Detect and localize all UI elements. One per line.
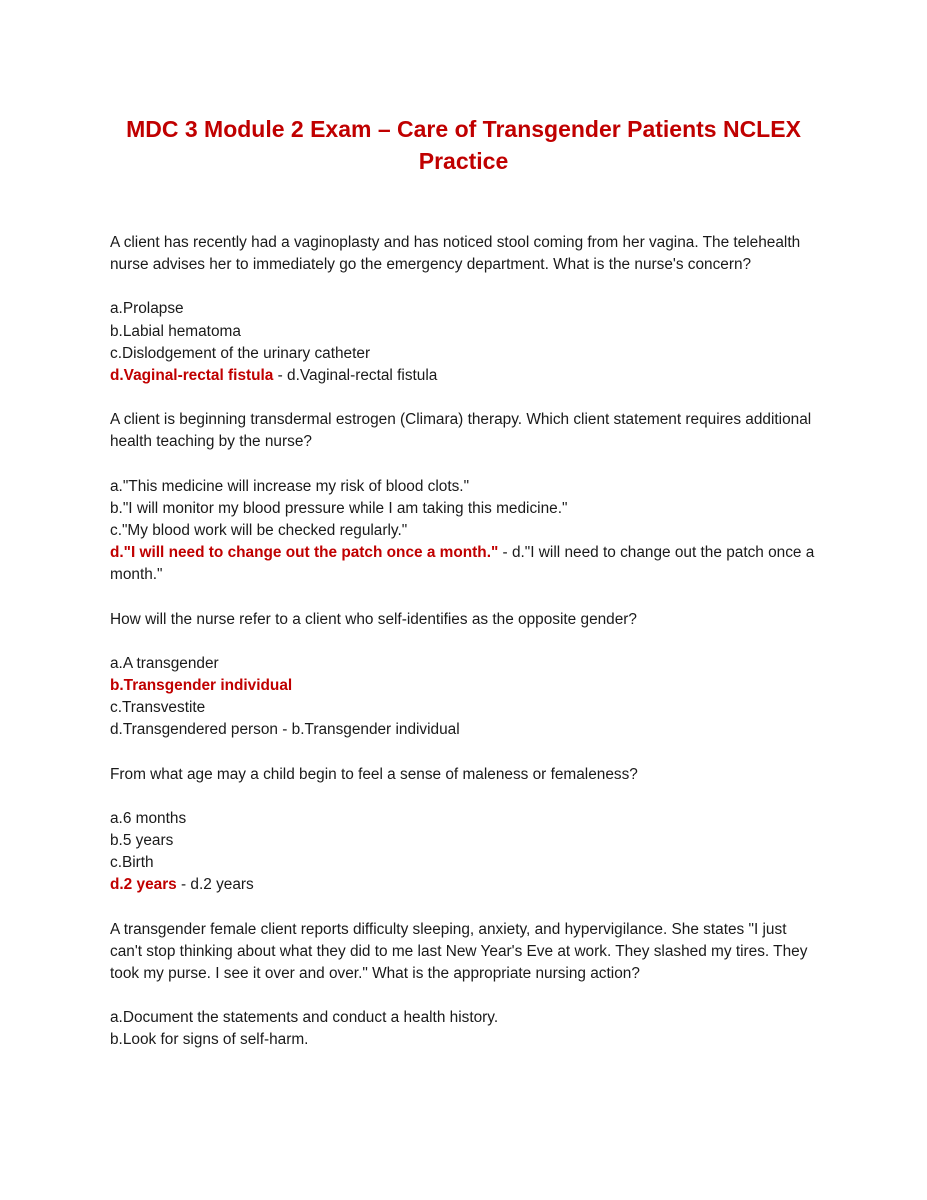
question-2-option-a: a."This medicine will increase my risk of blood clots." [110, 477, 470, 495]
question-3-options [110, 653, 820, 742]
question-4-options [110, 808, 820, 897]
question-1-answer-line [110, 365, 820, 387]
question-2-stem: A client is beginning transdermal estrogen (Climara) therapy. Which client statement requires additional health teaching by the nurse? [110, 411, 812, 451]
question-1-option-a: a.Prolapse [110, 300, 184, 318]
question-4-answer-suffix: - d.2 years [176, 876, 254, 894]
question-2-answer-suffix: - d."I will need to change out the patch once a month." [110, 544, 815, 584]
question-4-correct-answer: d.2 years [110, 876, 177, 894]
question-3-option-c: c.Transvestite [110, 699, 206, 717]
question-1-option-b: b.Labial hematoma [110, 322, 241, 340]
question-5-stem: A transgender female client reports difficulty sleeping, anxiety, and hypervigilance. She states "I just can't stop thinking about what they did to me last New Year's Eve at work. They slashed my tires. They took my purse. I see it over and over." What is the appropriate nursing action? [110, 920, 808, 983]
document-body [110, 232, 820, 1074]
question-3-option-a: a.A transgender [110, 654, 219, 672]
document-title: MDC 3 Module 2 Exam – Care of Transgender Patients NCLEX Practice [126, 116, 801, 174]
question-4-option-c: c.Birth [110, 854, 154, 872]
question-3-option-d-answer-line: d.Transgendered person - b.Transgender individual [110, 721, 460, 739]
question-1-options [110, 298, 820, 387]
question-2-option-c: c."My blood work will be checked regularly." [110, 522, 408, 540]
question-4-stem: From what age may a child begin to feel a sense of maleness or femaleness? [110, 765, 638, 783]
question-2-answer-line [110, 542, 820, 586]
question-1-stem: A client has recently had a vaginoplasty and has noticed stool coming from her vagina. The telehealth nurse advises her to immediately go the emergency department. What is the nurse's concern? [110, 234, 801, 274]
question-3-stem: How will the nurse refer to a client who self-identifies as the opposite gender? [110, 610, 637, 628]
question-3-correct-answer: b.Transgender individual [110, 677, 293, 695]
question-4-option-a: a.6 months [110, 809, 187, 827]
question-5-option-b: b.Look for signs of self-harm. [110, 1031, 309, 1049]
question-1-correct-answer: d.Vaginal-rectal fistula [110, 367, 274, 385]
question-5-options [110, 1007, 820, 1051]
question-4-option-b: b.5 years [110, 832, 174, 850]
question-4-answer-line [110, 874, 820, 896]
question-1-option-c: c.Dislodgement of the urinary catheter [110, 344, 371, 362]
question-1-answer-suffix: - d.Vaginal-rectal fistula [273, 367, 438, 385]
question-2-option-b: b."I will monitor my blood pressure while I am taking this medicine." [110, 499, 568, 517]
question-5-option-a: a.Document the statements and conduct a health history. [110, 1009, 499, 1027]
question-2-options [110, 476, 820, 587]
question-2-correct-answer: d."I will need to change out the patch once a month." [110, 544, 499, 562]
